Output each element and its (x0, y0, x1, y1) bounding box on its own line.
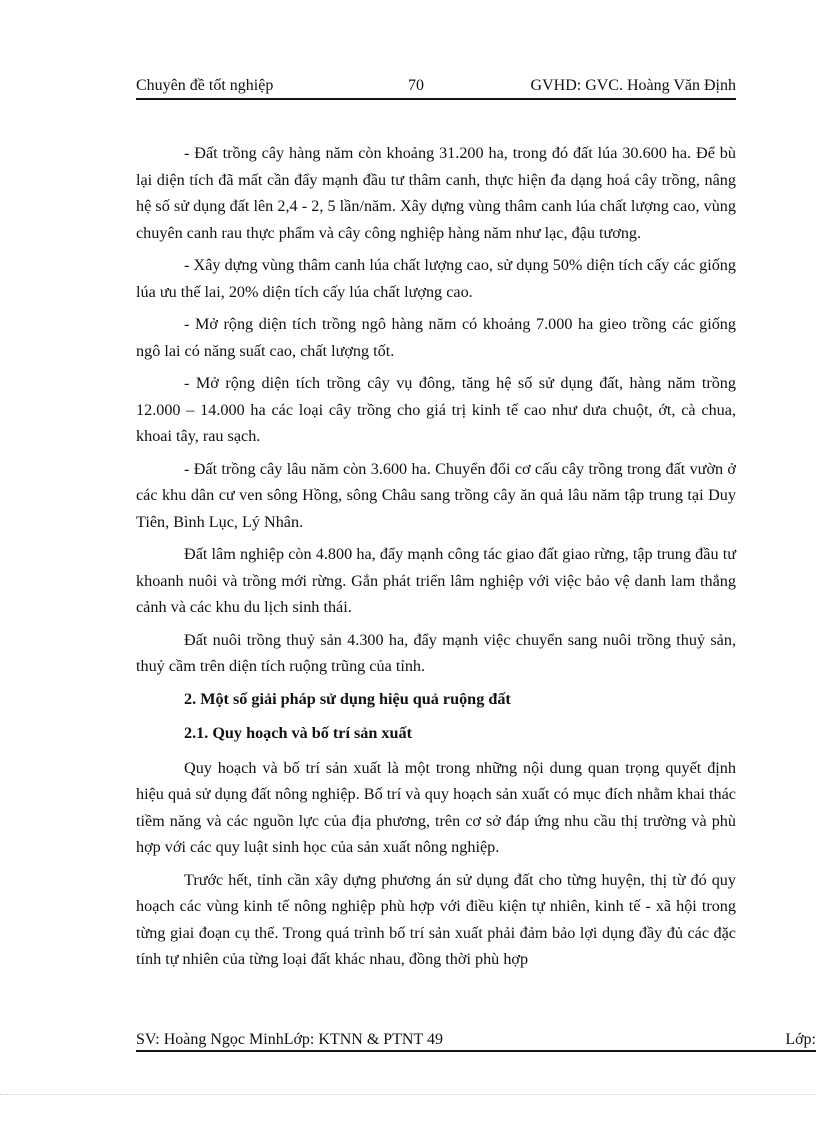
paragraph-land-use-plan: Trước hết, tỉnh cần xây dựng phương án sử dụng đất cho từng huyện, thị từ đó quy hoạch các vùng kinh tế nông nghiệp phù hợp với điều kiện tự nhiên, kinh tế - xã hội trong từng giai đoạn cụ thể. Trong quá trình bố trí sản xuất phải đảm bảo lợi dụng đầy đủ các đặc tính tự nhiên của từng loại đất khác nhau, đồng thời phù hợp (136, 870, 736, 968)
footer-student-info: SV: Hoàng Ngọc MinhLớp: KTNN & PTNT 49 (136, 1031, 443, 1048)
paragraph-planning-overview: Quy hoạch và bố trí sản xuất là một trong những nội dung quan trọng quyết định hiệu quả sử dụng đất nông nghiệp. Bố trí và quy hoạch sản xuất có mục đích nhằm khai thác tiềm năng và các nguồn lực của địa phương, trên cơ sở đáp ứng nhu cầu thị trường và phù hợp với các quy luật sinh học của sản xuất nông nghiệp. (136, 758, 736, 856)
section-heading-solutions: 2. Một số giải pháp sử dụng hiệu quả ruộng đất (184, 689, 511, 708)
paragraph-perennial-crops: - Đất trồng cây lâu năm còn 3.600 ha. Chuyển đổi cơ cấu cây trồng trong đất vườn ở các khu dân cư ven sông Hồng, sông Châu sang trồng cây ăn quả lâu năm tập trung tại Duy Tiên, Bình Lục, Lý Nhân. (136, 459, 736, 531)
subsection-heading-planning: 2.1. Quy hoạch và bố trí sản xuất (184, 724, 413, 742)
paragraph-annual-crops: - Đất trồng cây hàng năm còn khoảng 31.200 ha, trong đó đất lúa 30.600 ha. Để bù lại diện tích đã mất cần đẩy mạnh đầu tư thâm canh, thực hiện đa dạng hoá cây trồng, nâng hệ số sử dụng đất lên 2,4 - 2, 5 lần/năm. Xây dựng vùng thâm canh lúa chất lượng cao, vùng chuyên canh rau thực phẩm và cây công nghiệp hàng năm như lạc, đậu tương. (136, 144, 736, 242)
header-thesis-label: Chuyên đề tốt nghiệp (136, 77, 274, 94)
page-bottom-divider (0, 1094, 816, 1095)
paragraph-winter-crops: - Mở rộng diện tích trồng cây vụ đông, tăng hệ số sử dụng đất, hàng năm trồng 12.000 – 14.000 ha các loại cây trồng cho giá trị kinh tế cao như dưa chuột, ớt, cà chua, khoai tây, rau sạch. (136, 374, 736, 445)
paragraph-aquaculture-land: Đất nuôi trồng thuỷ sản 4.300 ha, đẩy mạnh việc chuyển sang nuôi trồng thuỷ sản, thuỷ cầm trên diện tích ruộng trũng của tỉnh. (136, 630, 736, 675)
header-page-number: 70 (408, 77, 424, 94)
page-footer (136, 1030, 816, 1052)
header-advisor: GVHD: GVC. Hoàng Văn Định (530, 77, 736, 94)
paragraph-rice-intensive: - Xây dựng vùng thâm canh lúa chất lượng cao, sử dụng 50% diện tích cấy các giống lúa ưu thế lai, 20% diện tích cấy lúa chất lượng cao. (136, 256, 736, 301)
paragraph-maize-expansion: - Mở rộng diện tích trồng ngô hàng năm có khoảng 7.000 ha gieo trồng các giống ngô lai có năng suất cao, chất lượng tốt. (136, 315, 736, 360)
document-body (136, 140, 736, 979)
footer-class-label: Lớp: (785, 1031, 816, 1048)
page-header (136, 76, 736, 100)
paragraph-forestry-land: Đất lâm nghiệp còn 4.800 ha, đẩy mạnh công tác giao đất giao rừng, tập trung đầu tư khoanh nuôi và trồng mới rừng. Gắn phát triển lâm nghiệp với việc bảo vệ danh lam thắng cảnh và các khu du lịch sinh thái. (136, 545, 736, 616)
